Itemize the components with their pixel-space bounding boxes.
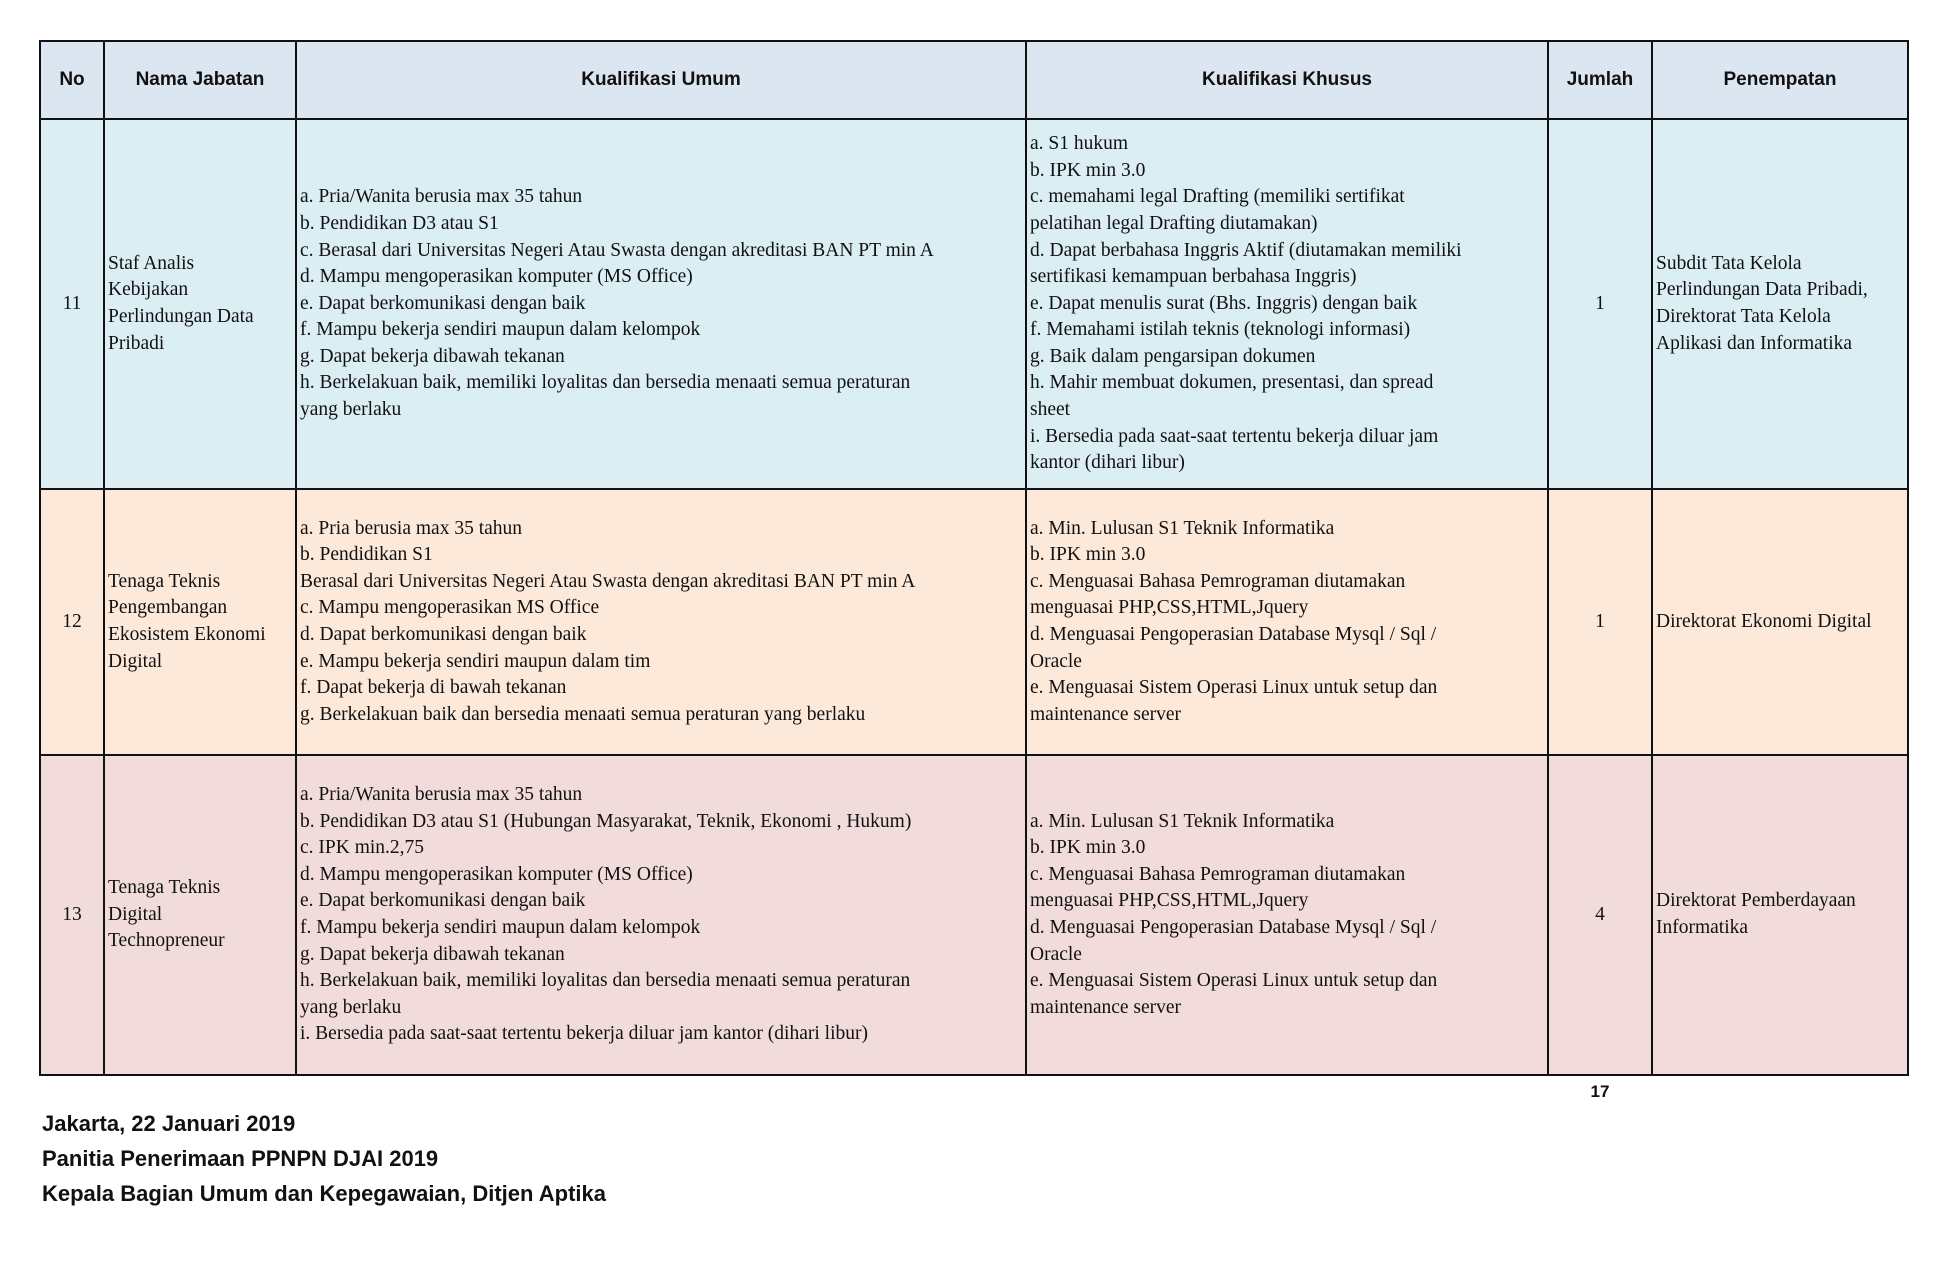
header-no: No [40,41,104,119]
cell-kualifikasi-umum [296,755,1026,1075]
kualifikasi-umum-line: c. Berasal dari Universitas Negeri Atau Swasta dengan akreditasi BAN PT min A [300,239,934,261]
kualifikasi-khusus-line: sertifikasi kemampuan berbahasa Inggris) [1030,266,1357,288]
penempatan-line: Direktorat Pemberdayaan [1656,890,1856,912]
cell-kualifikasi-khusus [1026,755,1548,1075]
kualifikasi-khusus-line: c. memahami legal Drafting (memiliki sertifikat [1030,186,1405,208]
kualifikasi-khusus-line: b. IPK min 3.0 [1030,837,1146,859]
kualifikasi-umum-line: f. Mampu bekerja sendiri maupun dalam kelompok [300,319,701,341]
cell-penempatan [1652,119,1908,489]
page-number: 17 [1590,1082,1610,1101]
cell-jumlah: 1 [1548,489,1652,755]
nama-jabatan-line: Staf Analis [108,252,195,274]
kualifikasi-umum-line: c. IPK min.2,75 [300,837,425,859]
footer-place-date: Jakarta, 22 Januari 2019 [42,1111,296,1136]
header-penempatan: Penempatan [1652,41,1908,119]
cell-penempatan [1652,489,1908,755]
nama-jabatan-line: Technopreneur [108,930,225,952]
kualifikasi-umum-line: g. Berkelakuan baik dan bersedia menaati semua peraturan yang berlaku [300,703,866,725]
nama-jabatan-line: Pengembangan [108,597,228,619]
kualifikasi-umum-line: b. Pendidikan D3 atau S1 [300,212,499,234]
kualifikasi-umum-line: f. Dapat bekerja di bawah tekanan [300,677,567,699]
kualifikasi-khusus-line: maintenance server [1030,996,1182,1018]
recruitment-table [39,40,1909,1076]
cell-no: 12 [40,489,104,755]
cell-penempatan [1652,755,1908,1075]
kualifikasi-umum-line: Berasal dari Universitas Negeri Atau Swasta dengan akreditasi BAN PT min A [300,570,916,592]
kualifikasi-khusus-line: e. Menguasai Sistem Operasi Linux untuk setup dan [1030,677,1438,699]
kualifikasi-khusus-line: e. Menguasai Sistem Operasi Linux untuk setup dan [1030,970,1438,992]
kualifikasi-khusus-line: Oracle [1030,943,1082,965]
kualifikasi-umum-line: f. Mampu bekerja sendiri maupun dalam kelompok [300,917,701,938]
penempatan-line: Direktorat Ekonomi Digital [1656,610,1872,632]
kualifikasi-khusus-line: d. Menguasai Pengoperasian Database Mysql / Sql / [1030,624,1437,645]
kualifikasi-khusus-line: maintenance server [1030,703,1182,725]
table-row [40,119,1908,489]
kualifikasi-umum-line: a. Pria/Wanita berusia max 35 tahun [300,186,583,208]
kualifikasi-umum-line: i. Bersedia pada saat-saat tertentu bekerja diluar jam kantor (dihari libur) [300,1023,868,1045]
kualifikasi-khusus-line: menguasai PHP,CSS,HTML,Jquery [1030,597,1309,619]
nama-jabatan-line: Tenaga Teknis [108,570,221,592]
kualifikasi-khusus-line: i. Bersedia pada saat-saat tertentu bekerja diluar jam [1030,425,1439,447]
kualifikasi-khusus-line: a. Min. Lulusan S1 Teknik Informatika [1030,517,1335,539]
kualifikasi-khusus-line: a. Min. Lulusan S1 Teknik Informatika [1030,810,1335,832]
kualifikasi-khusus-line: e. Dapat menulis surat (Bhs. Inggris) dengan baik [1030,292,1418,314]
kualifikasi-umum-line: yang berlaku [300,399,402,421]
kualifikasi-khusus-line: a. S1 hukum [1030,133,1129,155]
kualifikasi-khusus-line: c. Menguasai Bahasa Pemrograman diutamakan [1030,570,1406,592]
kualifikasi-umum-line: h. Berkelakuan baik, memiliki loyalitas dan bersedia menaati semua peraturan [300,970,911,992]
cell-kualifikasi-khusus [1026,489,1548,755]
kualifikasi-umum-line: b. Pendidikan S1 [300,544,433,566]
kualifikasi-khusus-line: Oracle [1030,650,1082,672]
kualifikasi-khusus-line: c. Menguasai Bahasa Pemrograman diutamakan [1030,863,1406,885]
header-jumlah: Jumlah [1548,41,1652,119]
kualifikasi-umum-line: d. Dapat berkomunikasi dengan baik [300,624,587,645]
nama-jabatan-line: Kebijakan [108,279,189,301]
kualifikasi-umum-line: g. Dapat bekerja dibawah tekanan [300,345,565,367]
kualifikasi-umum-line: e. Dapat berkomunikasi dengan baik [300,292,586,314]
nama-jabatan-line: Tenaga Teknis [108,877,221,899]
kualifikasi-khusus-line: g. Baik dalam pengarsipan dokumen [1030,345,1316,367]
cell-nama-jabatan [104,119,296,489]
kualifikasi-khusus-line: b. IPK min 3.0 [1030,159,1146,181]
kualifikasi-khusus-line: menguasai PHP,CSS,HTML,Jquery [1030,890,1309,912]
kualifikasi-umum-line: yang berlaku [300,996,402,1018]
header-nama-jabatan: Nama Jabatan [104,41,296,119]
kualifikasi-umum-line: a. Pria/Wanita berusia max 35 tahun [300,784,583,806]
kualifikasi-khusus-line: h. Mahir membuat dokumen, presentasi, dan spread [1030,372,1434,394]
kualifikasi-khusus-line: b. IPK min 3.0 [1030,544,1146,566]
penempatan-line: Aplikasi dan Informatika [1656,332,1853,354]
kualifikasi-umum-line: e. Dapat berkomunikasi dengan baik [300,890,586,912]
kualifikasi-khusus-line: sheet [1030,399,1071,421]
nama-jabatan-line: Perlindungan Data [108,306,254,327]
kualifikasi-umum-line: a. Pria berusia max 35 tahun [300,517,523,539]
kualifikasi-umum-line: g. Dapat bekerja dibawah tekanan [300,943,565,965]
header-kualifikasi-khusus: Kualifikasi Khusus [1026,41,1548,119]
cell-nama-jabatan [104,489,296,755]
cell-kualifikasi-umum [296,489,1026,755]
header-kualifikasi-umum: Kualifikasi Umum [296,41,1026,119]
nama-jabatan-line: Ekosistem Ekonomi [108,624,266,645]
kualifikasi-khusus-line: kantor (dihari libur) [1030,452,1185,474]
footer-signatory: Kepala Bagian Umum dan Kepegawaian, Ditjen Aptika [42,1181,606,1206]
footer-signature-block [42,1106,606,1211]
nama-jabatan-line: Pribadi [108,332,165,354]
kualifikasi-umum-line: d. Mampu mengoperasikan komputer (MS Office) [300,266,693,288]
table-header-row [40,41,1908,119]
footer-committee: Panitia Penerimaan PPNPN DJAI 2019 [42,1146,439,1171]
penempatan-line: Direktorat Tata Kelola [1656,306,1831,327]
nama-jabatan-line: Digital [108,650,163,672]
cell-kualifikasi-umum [296,119,1026,489]
cell-no: 13 [40,755,104,1075]
penempatan-line: Informatika [1656,917,1749,938]
kualifikasi-umum-line: b. Pendidikan D3 atau S1 (Hubungan Masyarakat, Teknik, Ekonomi , Hukum) [300,810,912,832]
penempatan-line: Subdit Tata Kelola [1656,252,1802,274]
cell-nama-jabatan [104,755,296,1075]
cell-no: 11 [40,119,104,489]
kualifikasi-khusus-line: d. Dapat berbahasa Inggris Aktif (diutamakan memiliki [1030,239,1462,261]
kualifikasi-khusus-line: pelatihan legal Drafting diutamakan) [1030,212,1318,234]
cell-kualifikasi-khusus [1026,119,1548,489]
kualifikasi-khusus-line: d. Menguasai Pengoperasian Database Mysql / Sql / [1030,917,1437,938]
kualifikasi-umum-line: h. Berkelakuan baik, memiliki loyalitas dan bersedia menaati semua peraturan [300,372,911,394]
cell-jumlah: 1 [1548,119,1652,489]
penempatan-line: Perlindungan Data Pribadi, [1656,279,1868,301]
cell-jumlah: 4 [1548,755,1652,1075]
nama-jabatan-line: Digital [108,903,163,925]
table-row [40,489,1908,755]
table-row [40,755,1908,1075]
kualifikasi-khusus-line: f. Memahami istilah teknis (teknologi informasi) [1030,319,1411,341]
kualifikasi-umum-line: d. Mampu mengoperasikan komputer (MS Office) [300,863,693,885]
kualifikasi-umum-line: c. Mampu mengoperasikan MS Office [300,597,600,619]
kualifikasi-umum-line: e. Mampu bekerja sendiri maupun dalam tim [300,650,651,672]
